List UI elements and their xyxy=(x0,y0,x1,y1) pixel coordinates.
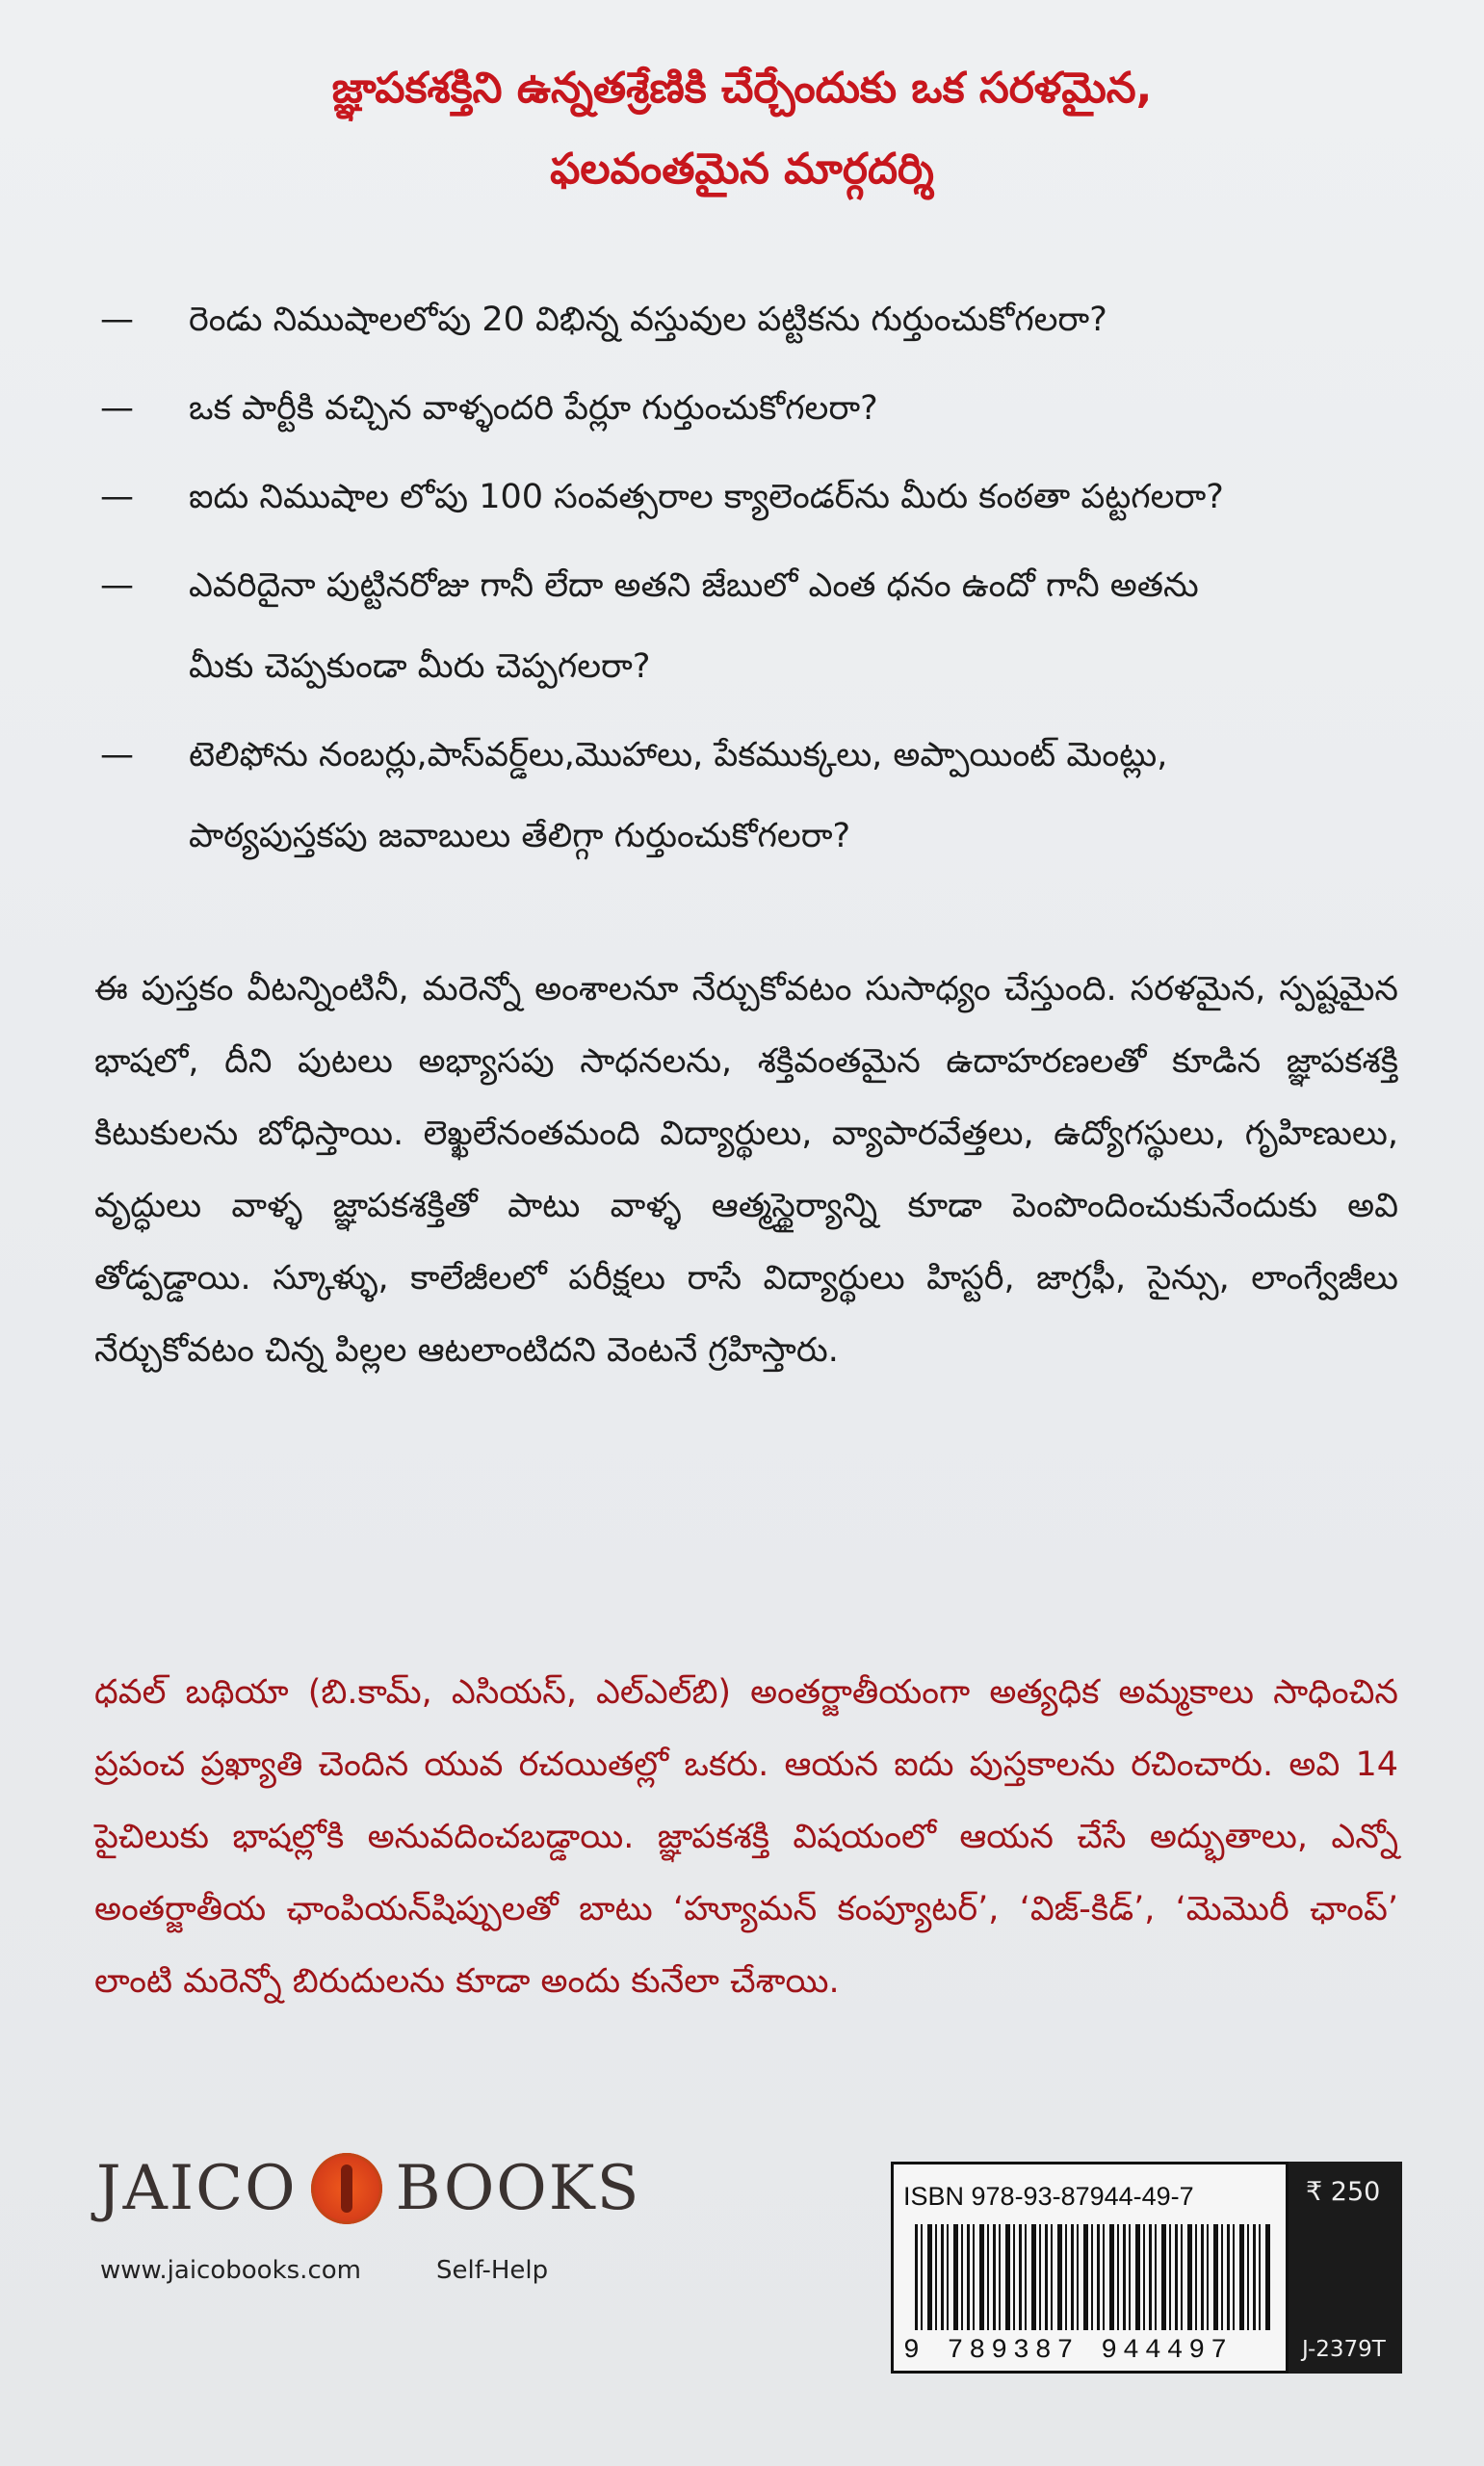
publisher-url: www.jaicobooks.com xyxy=(100,2256,361,2285)
list-item xyxy=(94,545,1423,707)
dash-bullet: — xyxy=(100,478,134,516)
price-label: ₹ 250 xyxy=(1306,2177,1381,2207)
isbn-label: ISBN 978-93-87944-49-7 xyxy=(903,2182,1194,2211)
sun-emblem-icon xyxy=(311,2153,382,2224)
list-item xyxy=(94,368,1423,449)
logo-text-left: JAICO xyxy=(96,2153,298,2224)
headline xyxy=(144,48,1340,210)
author-bio-paragraph: ధవల్ బథియా (బి.కామ్, ఎసియస్, ఎల్ఎల్‌బి) అంతర్జాతీయంగా అత్యధిక అమ్మకాలు సాధించిన ప్రపంచ ప్రఖ్యాతి చెందిన యువ రచయితల్లో ఒకరు. ఆయన ఐదు పుస్తకాలను రచించారు. అవి 14 పైచిలుకు భాషల్లోకి అనువదించబడ్డాయి. జ్ఞాపకశక్తి విషయంలో ఆయన చేసే అద్భుతాలు, ఎన్నో అంతర్జాతీయ ఛాంపియన్‌షిప్పులతో బాటు ‘హ్యూమన్ కంప్యూటర్’, ‘విజ్-కిడ్’, ‘మెమొరీ ఛాంప్’ లాంటి మరెన్నో బిరుదులను కూడా అందు కునేలా చేశాయి. xyxy=(94,1673,1398,2001)
list-item-text: ఎవరిదైనా పుట్టినరోజు గానీ లేదా అతని జేబులో ఎంత ధనం ఉందో గానీ అతను మీకు చెప్పకుండా మీరు చెప్పగలరా? xyxy=(189,566,1199,686)
list-item xyxy=(94,279,1423,360)
publisher-logo xyxy=(96,2153,640,2224)
product-code: J-2379T xyxy=(1302,2337,1386,2362)
list-item-text: టెలిఫోను నంబర్లు,పాస్‌వర్డ్‌లు,మొహాలు, పేకముక్కలు, అప్పాయింట్ మెంట్లు, పాఠ్యపుస్తకపు జవాబులు తేలిగ్గా గుర్తుంచుకోగలరా? xyxy=(189,736,1168,855)
list-item-text: రెండు నిముషాలలోపు 20 విభిన్న వస్తువుల పట్టికను గుర్తుంచుకోగలరా? xyxy=(189,301,1107,339)
headline-line-1: జ్ఞాపకశక్తిని ఉన్నతశ్రేణికి చేర్చేందుకు ఒక సరళమైన, xyxy=(331,64,1153,113)
description-paragraph: ఈ పుస్తకం వీటన్నింటినీ, మరెన్నో అంశాలనూ నేర్చుకోవటం సుసాధ్యం చేస్తుంది. సరళమైన, స్పష్టమైన భాషలో, దీని పుటలు అభ్యాసపు సాధనలను, శక్తివంతమైన ఉదాహరణలతో కూడిన జ్ఞాపకశక్తి కిటుకులను బోధిస్తాయి. లెఖ్ఖలేనంతమంది విద్యార్థులు, వ్యాపారవేత్తలు, ఉద్యోగస్థులు, గృహిణులు, వృద్ధులు వాళ్ళ జ్ఞాపకశక్తితో పాటు వాళ్ళ ఆత్మస్థైర్యాన్ని కూడా పెంపొందించుకునేందుకు అవి తోడ్పడ్డాయి. స్కూళ్ళు, కాలేజీలలో పరీక్షలు రాసే విద్యార్థులు హిస్టరీ, జాగ్రఫీ, సైన్సు, లాంగ్వేజీలు నేర్చుకోవటం చిన్న పిల్లల ఆటలాంటిదని వెంటనే గ్రహిస్తారు. xyxy=(94,970,1398,1370)
dash-bullet: — xyxy=(100,301,134,339)
dash-bullet: — xyxy=(100,736,134,774)
logo-text-right: BOOKS xyxy=(395,2153,641,2224)
list-item-text: ఒక పార్టీకి వచ్చిన వాళ్ళందరి పేర్లూ గుర్తుంచుకోగలరా? xyxy=(189,389,878,428)
barcode-digits: 9 789387 944497 xyxy=(903,2336,1234,2366)
book-category: Self-Help xyxy=(436,2256,549,2285)
price-box xyxy=(1289,2162,1402,2374)
dash-bullet: — xyxy=(100,566,134,605)
headline-line-2: ఫలవంతమైన మార్గదర్శి xyxy=(550,144,934,194)
list-item xyxy=(94,457,1423,538)
question-list xyxy=(94,279,1423,884)
isbn-barcode-box xyxy=(891,2162,1289,2374)
list-item xyxy=(94,715,1423,877)
barcode-icon xyxy=(915,2224,1271,2330)
list-item-text: ఐదు నిముషాల లోపు 100 సంవత్సరాల క్యాలెండర్‌ను మీరు కంఠతా పట్టగలరా? xyxy=(189,478,1224,516)
dash-bullet: — xyxy=(100,389,134,428)
